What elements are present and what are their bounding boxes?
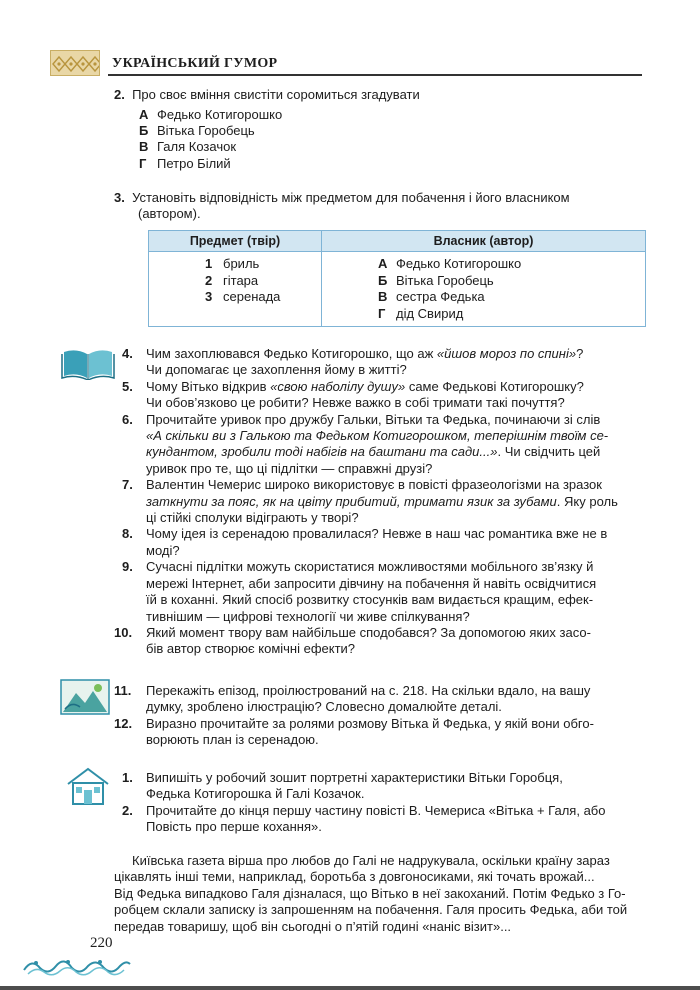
homework-2: 2. Прочитайте до кінця першу частину повісті В. Чемериса «Вітька + Галя, або Повість про перше кохання». [122,802,606,835]
illustration-icon [60,679,110,718]
q2-options [139,107,282,172]
bottom-border [0,986,700,990]
owners-column: А Федько Котигорошко Б Вітька Горобець В сестра Федька Г дід Свирид [322,252,646,327]
question-text: Про своє вміння свистіти соромиться згадувати [132,87,420,102]
matching-table [148,230,646,327]
questions-block-2 [114,683,654,749]
question-9: 9. Сучасні підлітки можуть скористатися можливостями мобільного зв’язку й мережі Інтернет, аби запросити дівчину на побачення й навіть освідчитися їй в коханні. Який спосіб розвитку стосунків вам видається кращим, ефек- тивнішим — цифрові технології чи живе спілкування? [122,559,597,624]
question-4: 4. Чим захоплювався Федько Котигорошко, що аж «йшов мороз по спині»? Чи допомагає це захоплення йому в житті? [122,346,584,378]
question-10: 10. Який момент твору вам найбільше сподобався? За допомогою яких засо- бів автор створює комічні ефекти? [114,624,591,657]
homework-1: 1. Випишіть у робочий зошит портретні характеристики Вітьки Горобця, Федька Котигорошка й Галі Козачок. [122,770,563,802]
option: А Федько Котигорошко [139,107,283,122]
summary-paragraph: Київська газета вірша про любов до Галі не надрукувала, оскільки країну зараз цікавлять інші теми, наприклад, боротьба з довгоносиками, які точать врожай... Від Федька випадково Галя дізналася, що Вітько в неї закоханий. Потім Федько з Го- робцем склали записку із запрошенням на побачення. Галя просить Федька, аби той передав товаришу, щоб він сьогодні о п’ятій годині «наніс візит»... [114,853,628,934]
question-12: 12. Виразно прочитайте за ролями розмову Вітька й Федька, у якій вони обго- ворюють план із серенадою. [114,715,594,748]
option: Г Петро Білий [139,155,231,171]
table-header-left: Предмет (твір) [149,231,322,252]
question-7: 7. Валентин Чемерис широко використовує в повісті фразеологізми на зразок заткнути за пояс, як на цвіту прибитий, тримати язик за зубами. Яку роль ці стійкі сполуки відіграють у творі? [122,477,618,526]
question-8: 8. Чому ідея із серенадою провалилася? Невже в наш час романтика вже не в моді? [122,526,608,558]
question-6: 6. Прочитайте уривок про дружбу Гальки, Вітьки та Федька, починаючи зі слів «А скільки ви з Галькою та Федьком Котигорошком, теперішнім твоїм се- кундантом, зробили тодi набiгiв на баштани та сади...». Чи свідчить цей уривок про те, що ці підлітки — справжні друзі? [122,411,609,476]
book-icon [60,346,116,383]
homework-block [114,770,654,836]
question-number: 2. [114,87,125,102]
question-2 [114,87,420,103]
items-column: 1 бриль 2 гітара 3 серенада [149,252,322,327]
question-3: 3. Установіть відповідність між предметом для побачення і його власником (автором). [114,190,570,222]
ornament-icon [50,50,100,76]
option: В Галя Козачок [139,139,237,155]
page-number: 220 [90,935,113,951]
header-divider [108,74,642,76]
house-icon [66,766,110,809]
questions-block [114,346,654,658]
option: Б Вітька Горобець [139,123,255,139]
section-title: УКРАЇНСЬКИЙ ГУМОР [112,56,278,71]
wave-ornament-icon [22,954,132,978]
question-5: 5. Чому Вітько відкрив «свою наболілу душу» саме Федькові Котигорошку? Чи обов’язково це робити? Невже важко в собі тримати такі почуття? [122,378,584,411]
table-header-right: Власник (автор) [322,231,646,252]
question-11: 11. Перекажіть епізод, проілюстрований на с. 218. На скільки вдало, на вашу думку, зроблено ілюстрацію? Словесно домалюйте деталі. [114,683,591,715]
